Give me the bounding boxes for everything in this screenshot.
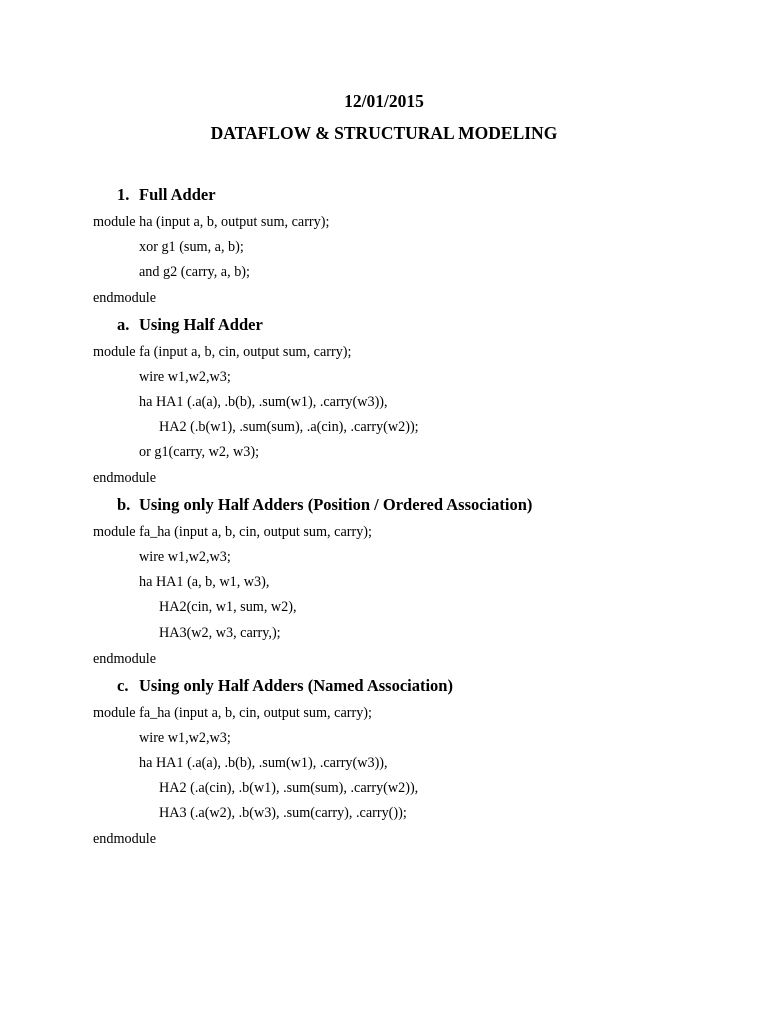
document-title: DATAFLOW & STRUCTURAL MODELING (210, 123, 558, 143)
code-line: wire w1,w2,w3; (139, 730, 231, 746)
code-line: endmodule (93, 831, 157, 847)
section-heading-text: Using only Half Adders (Named Association) (139, 676, 453, 695)
code-line: HA3 (.a(w2), .b(w3), .sum(carry), .carry()); (159, 805, 407, 821)
code-line: module fa (input a, b, cin, output sum, carry); (93, 344, 352, 360)
code-line: module ha (input a, b, output sum, carry); (93, 214, 330, 230)
code-line: and g2 (carry, a, b); (139, 264, 250, 280)
code-line: or g1(carry, w2, w3); (139, 444, 260, 460)
code-line: ha HA1 (.a(a), .b(b), .sum(w1), .carry(w3)), (139, 755, 388, 771)
section-marker: a. (117, 315, 130, 334)
section-heading-text: Full Adder (139, 185, 216, 204)
section-heading (117, 495, 532, 515)
code-line: endmodule (93, 470, 157, 486)
code-line: xor g1 (sum, a, b); (139, 239, 244, 255)
document-date: 12/01/2015 (344, 91, 424, 111)
code-line: module fa_ha (input a, b, cin, output sum, carry); (93, 705, 372, 721)
code-line: ha HA1 (a, b, w1, w3), (139, 574, 270, 590)
code-line: endmodule (93, 290, 157, 306)
code-line: HA2 (.b(w1), .sum(sum), .a(cin), .carry(w2)); (159, 419, 419, 435)
section-heading (117, 315, 263, 335)
section-heading (117, 185, 216, 205)
code-line: ha HA1 (.a(a), .b(b), .sum(w1), .carry(w3)), (139, 394, 388, 410)
code-line: HA2(cin, w1, sum, w2), (159, 599, 297, 615)
code-line: endmodule (93, 651, 157, 667)
section-marker: c. (117, 676, 129, 695)
code-line: wire w1,w2,w3; (139, 549, 231, 565)
code-line: module fa_ha (input a, b, cin, output sum, carry); (93, 524, 372, 540)
section-marker: 1. (117, 185, 130, 204)
section-heading (117, 676, 453, 696)
section-heading-text: Using Half Adder (139, 315, 263, 334)
code-line: HA3(w2, w3, carry,); (159, 625, 281, 641)
section-marker: b. (117, 495, 131, 514)
code-line: wire w1,w2,w3; (139, 369, 231, 385)
code-line: HA2 (.a(cin), .b(w1), .sum(sum), .carry(w2)), (159, 780, 419, 796)
section-heading-text: Using only Half Adders (Position / Ordered Association) (139, 495, 533, 514)
